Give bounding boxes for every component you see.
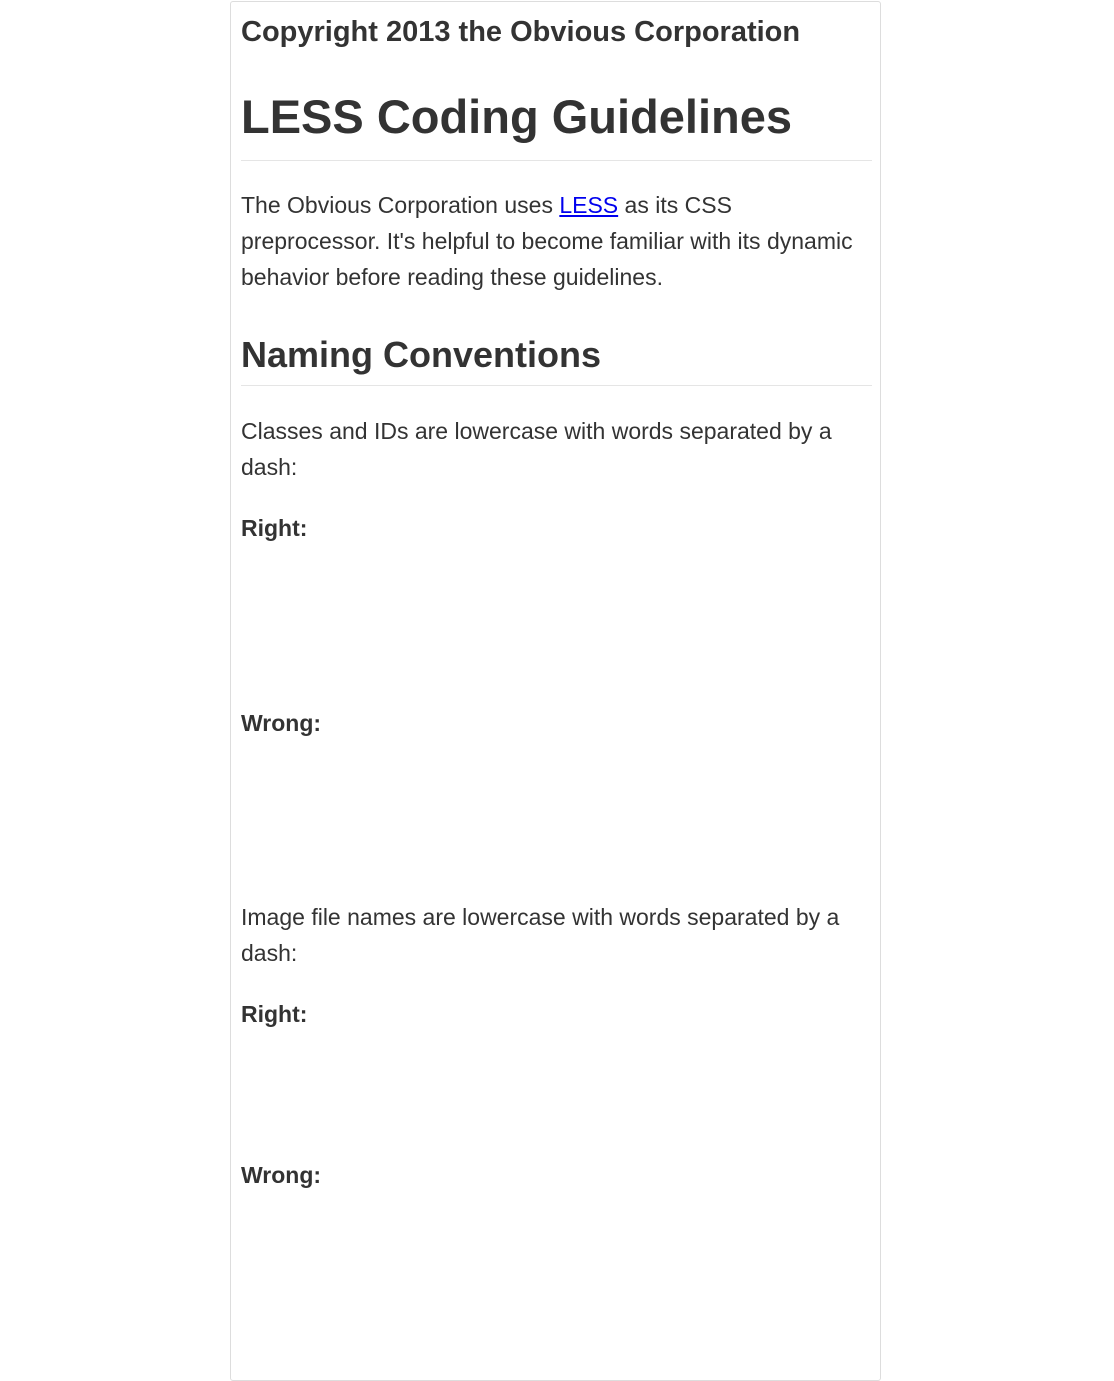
- classes-ids-paragraph: Classes and IDs are lowercase with words separated by a dash:: [241, 418, 832, 480]
- image-wrong-code-example: [241, 1197, 872, 1367]
- intro-paragraph: [241, 187, 877, 295]
- intro-text-before-link: The Obvious Corporation uses: [241, 192, 560, 218]
- image-names-paragraph: Image file names are lowercase with words separated by a dash:: [241, 904, 840, 966]
- image-wrong-example-label: Wrong:: [241, 1162, 322, 1188]
- wrong-code-example: [241, 745, 872, 890]
- wrong-example-label: Wrong:: [241, 710, 322, 736]
- less-link[interactable]: LESS: [559, 192, 619, 218]
- image-right-code-example: [241, 1036, 872, 1151]
- right-example-label: Right:: [241, 515, 308, 541]
- right-code-example: [241, 550, 872, 700]
- naming-conventions-heading: Naming Conventions: [241, 334, 602, 375]
- section-divider: [241, 385, 872, 386]
- title-divider: [241, 160, 872, 161]
- intro-text-after-link: as its CSS preprocessor. It's helpful to become familiar with its dynamic behavior before reading these guidelines.: [241, 192, 853, 290]
- image-right-example-label: Right:: [241, 1001, 308, 1027]
- document-container: [230, 1, 881, 1381]
- page-title: LESS Coding Guidelines: [241, 90, 792, 143]
- copyright-notice: Copyright 2013 the Obvious Corporation: [241, 16, 801, 48]
